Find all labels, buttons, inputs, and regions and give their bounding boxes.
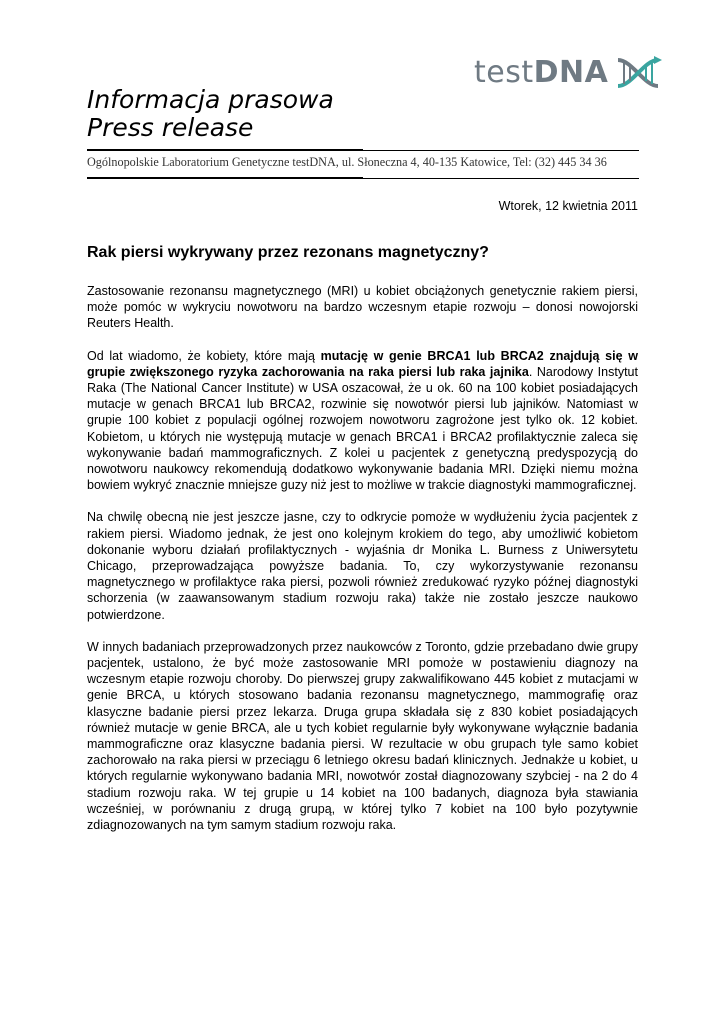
title-line-english: Press release <box>87 113 254 142</box>
paragraph-1: Zastosowanie rezonansu magnetycznego (MRI) u kobiet obciążonych genetycznie rakiem piersi, może pomóc w wykryciu nowotworu na bardzo wczesnym etapie rozwoju – donosi nowojorski Reuters Health. <box>87 284 638 331</box>
paragraph-3: Na chwilę obecną nie jest jeszcze jasne, czy to odkrycie pomoże w wydłużeniu życia pacjentek z rakiem piersi. Wiadomo jednak, że jest ono kolejnym krokiem do tego, aby umożliwić kobietom dokonanie wyboru działań profilaktycznych - wyjaśnia dr Monika L. Burness z Uniwersytetu Chicago, przeprowadzająca powyższe badania. To, czy wykorzystywanie rezonansu magnetycznego w profilaktyce raka piersi, pozwoli również zredukować ryzyko późnej diagnostyki schorzenia (w zaawansowanym stadium rozwoju raka) także nie zostało jeszcze naukowo potwierdzone. <box>87 510 638 622</box>
press-release-title <box>87 86 334 142</box>
logo-wordmark <box>474 55 609 90</box>
dna-helix-icon <box>614 56 662 90</box>
logo-text-light: test <box>474 55 534 90</box>
article-headline: Rak piersi wykrywany przez rezonans magnetyczny? <box>87 244 489 261</box>
paragraph-2 <box>87 348 638 494</box>
paragraph-2-emphasis: mutację w genie BRCA1 lub BRCA2 znajdują się w grupie zwiększonego ryzyka zachorowania na raka piersi lub raka jajnika <box>87 348 638 379</box>
paragraph-2-intro: Od lat wiadomo, że kobiety, które mają <box>87 348 321 363</box>
article-body <box>87 283 638 833</box>
header-divider-bottom-accent <box>87 177 363 179</box>
paragraph-2-rest: . Narodowy Instytut Raka (The National Cancer Institute) w USA oszacował, że u ok. 60 na 100 kobiet posiadających mutacje w genach BRCA1 lub BRCA2, rozwinie się nowotwór piersi lub jajników. Natomiast w grupie 100 kobiet z populacji ogólnej rozwojem nowotworu zagrożone jest tylko ok. 12 kobiet. Kobietom, u których nie występują mutacje w genach BRCA1 i BRCA2 profilaktycznie zaleca się wykonywanie badań mammograficznych. Z kolei u pacjentek z genetyczną predyspozycją do nowotworu naukowcy rekomendują dodatkowo wykonywanie badania MRI. Dzięki niemu można bowiem wykryć znacznie mniejsze guzy niż jest to możliwe w trakcie diagnostyki mammograficznej. <box>87 364 638 493</box>
release-date: Wtorek, 12 kwietnia 2011 <box>498 199 638 213</box>
header-divider-top-accent <box>87 149 363 151</box>
logo-text-bold: DNA <box>533 55 609 90</box>
lab-address: Ogólnopolskie Laboratorium Genetyczne testDNA, ul. Słoneczna 4, 40-135 Katowice, Tel: (32) 445 34 36 <box>87 155 607 169</box>
testdna-logo <box>474 56 662 90</box>
title-line-polish: Informacja prasowa <box>87 85 334 114</box>
paragraph-4: W innych badaniach przeprowadzonych przez naukowców z Toronto, gdzie przebadano dwie grupy pacjentek, ustalono, że być może zastosowanie MRI pomoże w postawieniu diagnozy na wczesnym etapie rozwoju choroby. Do pierwszej grupy zakwalifikowano 445 kobiet z mutacjami w genie BRCA, u których stosowano badania rezonansu magnetycznego, mammografię oraz klasyczne badanie piersi przez lekarza. Druga grupa składała się z 830 kobiet posiadających również mutacje w genie BRCA, ale u tych kobiet regularnie były wykonywane wyłącznie badania mammograficzne oraz klasyczne badania piersi. W rezultacie w obu grupach tyle samo kobiet zachorowało na raka piersi w przeciągu 6 letniego okresu badań klinicznych. Jednakże u kobiet, u których regularnie wykonywano badania MRI, nowotwór został diagnozowany szybciej - na 2 do 4 stadium rozwoju raka. W tej grupie u 14 kobiet na 100 badanych, diagnoza była stawiania wcześniej, w porównaniu z drugą grupą, w której tylko 7 kobiet na 100 było pozytywnie zdiagnozowanych na tym samym stadium rozwoju raka. <box>87 639 638 833</box>
